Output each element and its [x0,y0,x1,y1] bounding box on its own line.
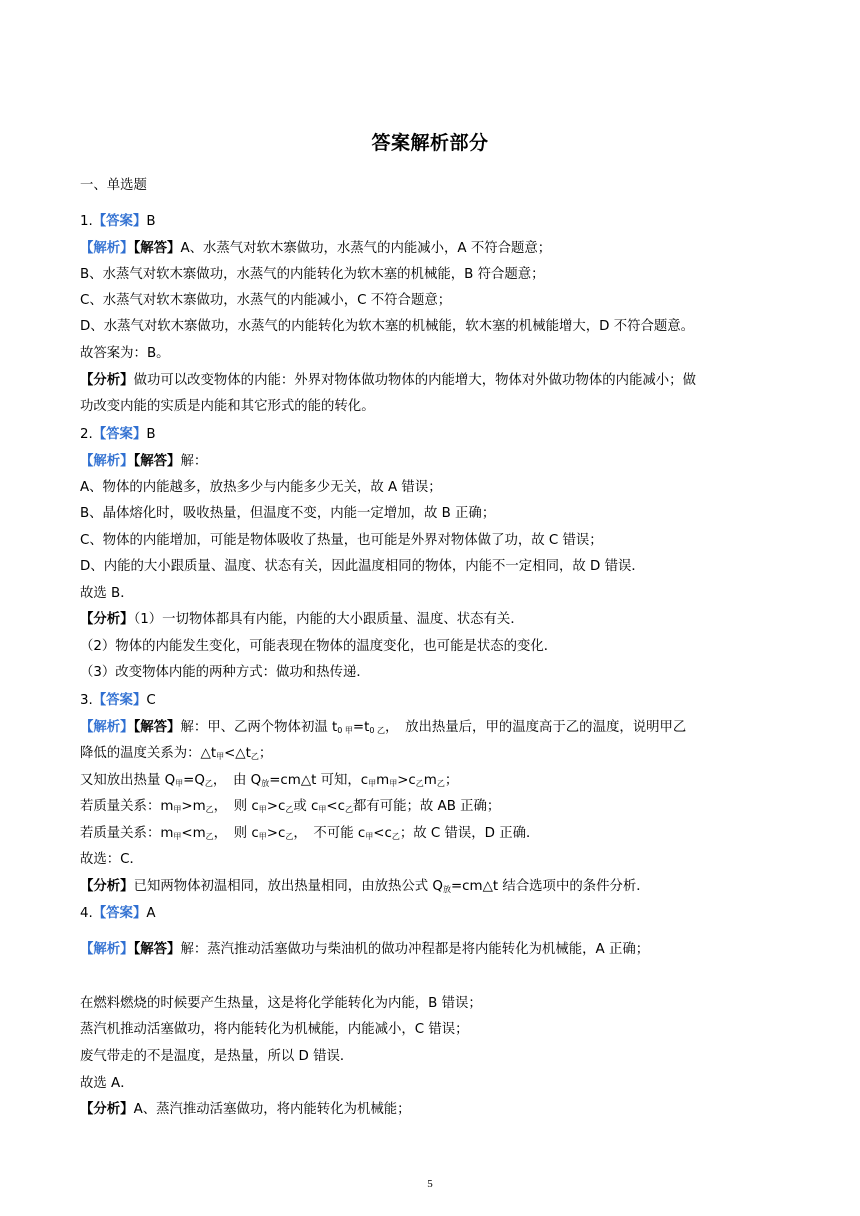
q3-sub: 乙 [344,805,353,814]
q3-text: ， 不可能 c [293,826,366,841]
q1-line4: D、水蒸气对软木寨做功，水蒸气的内能转化为软木塞的机械能，软木塞的机械能增大，D 不符合题意。 [80,319,695,334]
q2-line2: B、晶体熔化时，吸收热量，但温度不变，内能一定增加，故 B 正确； [80,506,496,521]
q3-text: ；故 C 错误，D 正确． [399,826,540,841]
q2-jieda-text: 解： [180,454,208,469]
q4-line5: 故选 A． [80,1076,134,1091]
q3-jiexi-tag: 【解析】 [80,720,134,735]
q3-sub: 甲 [389,779,398,788]
q4-line4: 废气带走的不是温度，是热量，所以 D 错误． [80,1049,354,1064]
q3-text: 若质量关系：m [80,826,174,841]
q3-text: ， 则 c [213,799,259,814]
q3-text: =t [352,720,370,735]
q3-line5 [80,825,539,846]
q2-line3: C、物体的内能增加，可能是物体吸收了热量，也可能是外界对物体做了功，故 C 错误； [80,533,603,548]
q2-jieda-tag: 【解答】 [133,454,181,469]
q3-answer-tag: 【答案】 [92,693,147,708]
q4-answer-line [80,905,156,923]
q1-line2: B、水蒸气对软木寨做功，水蒸气的内能转化为软木塞的机械能，B 符合题意； [80,267,545,282]
q3-text: ， 放出热量后，甲的温度高于乙的温度，说明甲乙 [385,720,687,735]
q3-text: 降低的温度关系为：△t [80,746,217,761]
q1-answer: B [146,214,156,229]
q1-answer-tag: 【答案】 [92,214,147,229]
q3-sub: 乙 [285,832,294,841]
q4-fenxi-line [80,1101,411,1119]
q3-sub: 甲 [173,832,182,841]
q3-line4 [80,798,500,819]
q3-text: ， 由 Q [212,773,262,788]
q2-fenxi1: （1）一切物体都具有内能，内能的大小跟质量、温度、状态有关． [133,612,524,627]
q3-sub: 甲 [258,832,267,841]
q3-text: <m [181,826,206,841]
q3-sub: 乙 [205,832,214,841]
q3-sub: 放 [442,885,451,894]
q3-answer-line [80,692,156,710]
q3-text: m [376,773,390,788]
q3-sub: 甲 [216,752,225,761]
q3-text: =cm△t 结合选项中的条件分析． [450,879,650,894]
q2-fenxi3: （3）改变物体内能的两种方式：做功和热传递． [80,665,370,680]
q3-sub: 甲 [318,805,327,814]
q3-answer: C [146,693,156,708]
q1-number: 1. [80,214,93,229]
q3-sub: 乙 [391,832,400,841]
q3-sub: 放 [261,779,270,788]
q3-text: 解：甲、乙两个物体初温 t [180,720,338,735]
q4-answer: A [146,906,156,921]
q1-line1: A、水蒸气对软木寨做功，水蒸气的内能减小，A 不符合题意； [180,241,552,256]
page-number: 5 [427,1178,433,1190]
q3-text: ； [258,746,273,761]
q1-fenxi-line [80,372,696,390]
q3-sub: 乙 [204,779,213,788]
q3-sub: 乙 [285,805,294,814]
q4-answer-tag: 【答案】 [92,906,147,921]
q3-line6: 故选：C． [80,852,143,867]
q3-line3 [80,772,458,793]
q1-line3: C、水蒸气对软木寨做功，水蒸气的内能减小，C 不符合题意； [80,293,452,308]
q4-line2: 在燃料燃烧的时候要产生热量，这是将化学能转化为内能，B 错误； [80,996,482,1011]
section-heading: 一、单选题 [80,178,147,193]
q3-text: 或 c [293,799,319,814]
q3-text: =cm△t 可知，c [269,773,369,788]
q2-jiexi-line [80,453,207,471]
q3-text: 又知放出热量 Q [80,773,176,788]
q1-answer-line [80,213,156,231]
q3-sub: 乙 [250,752,259,761]
q1-jieda-tag: 【解答】 [133,241,181,256]
q1-line5: 故答案为：B。 [80,346,170,361]
q4-jiexi-tag: 【解析】 [80,942,134,957]
q3-text: 已知两物体初温相同，放出热量相同，由放热公式 Q [133,879,443,894]
q1-jiexi-line [80,240,551,258]
q2-number: 2. [80,427,93,442]
q3-sub: 甲 [175,779,184,788]
q3-line2 [80,745,272,766]
q2-answer-tag: 【答案】 [92,427,147,442]
q2-line5: 故选 B． [80,586,134,601]
q1-fenxi1: 做功可以改变物体的内能：外界对物体做功物体的内能增大，物体对外做功物体的内能减小；做 [133,373,696,388]
q3-sub: 0 甲 [337,726,353,735]
q3-text: >c [397,773,416,788]
q2-fenxi-line [80,611,524,629]
q3-text: >c [266,799,286,814]
q3-text: <c [373,826,392,841]
q4-fenxi-tag: 【分析】 [80,1102,134,1117]
q4-fenxi1: A、蒸汽推动活塞做功，将内能转化为机械能； [133,1102,411,1117]
page-title: 答案解析部分 [371,132,489,154]
q4-jiexi-line [80,941,649,959]
q3-fenxi-line [80,878,650,899]
q2-jiexi-tag: 【解析】 [80,454,134,469]
q2-line4: D、内能的大小跟质量、温度、状态有关，因此温度相同的物体，内能不一定相同，故 D 错误． [80,559,645,574]
q3-sub: 甲 [365,832,374,841]
q4-number: 4. [80,906,93,921]
q3-text: ， 则 c [213,826,259,841]
q3-sub: 乙 [436,779,445,788]
q3-number: 3. [80,693,93,708]
q3-sub: 甲 [258,805,267,814]
q1-fenxi2: 功改变内能的实质是内能和其它形式的能的转化。 [80,399,375,414]
q3-text: ； [444,773,459,788]
q3-sub: 甲 [368,779,377,788]
q3-sub: 乙 [415,779,424,788]
q3-text: m [423,773,437,788]
q4-jieda-text: 解：蒸汽推动活塞做功与柴油机的做功冲程都是将内能转化为机械能，A 正确； [180,942,650,957]
q1-fenxi-tag: 【分析】 [80,373,134,388]
q3-text: 都有可能；故 AB 正确； [352,799,501,814]
q3-text: <△t [224,746,251,761]
q4-line3: 蒸汽机推动活塞做功，将内能转化为机械能，内能减小，C 错误； [80,1022,469,1037]
q2-answer-line [80,426,156,444]
q4-jieda-tag: 【解答】 [133,942,181,957]
q2-line1: A、物体的内能越多，放热多少与内能多少无关，故 A 错误； [80,480,442,495]
q3-sub: 0 乙 [369,726,386,735]
q3-sub: 甲 [173,805,182,814]
q2-fenxi2: （2）物体的内能发生变化，可能表现在物体的温度变化，也可能是状态的变化． [80,639,558,654]
q3-text: 若质量关系：m [80,799,174,814]
q2-fenxi-tag: 【分析】 [80,612,134,627]
q2-answer: B [146,427,156,442]
q3-jiexi-line [80,719,686,740]
q3-text: >c [266,826,286,841]
q3-sub: 乙 [205,805,214,814]
q3-text: <c [326,799,345,814]
q1-jiexi-tag: 【解析】 [80,241,134,256]
q3-text: =Q [183,773,205,788]
q3-text: >m [181,799,206,814]
q3-jieda-tag: 【解答】 [133,720,181,735]
q3-fenxi-tag: 【分析】 [80,879,134,894]
